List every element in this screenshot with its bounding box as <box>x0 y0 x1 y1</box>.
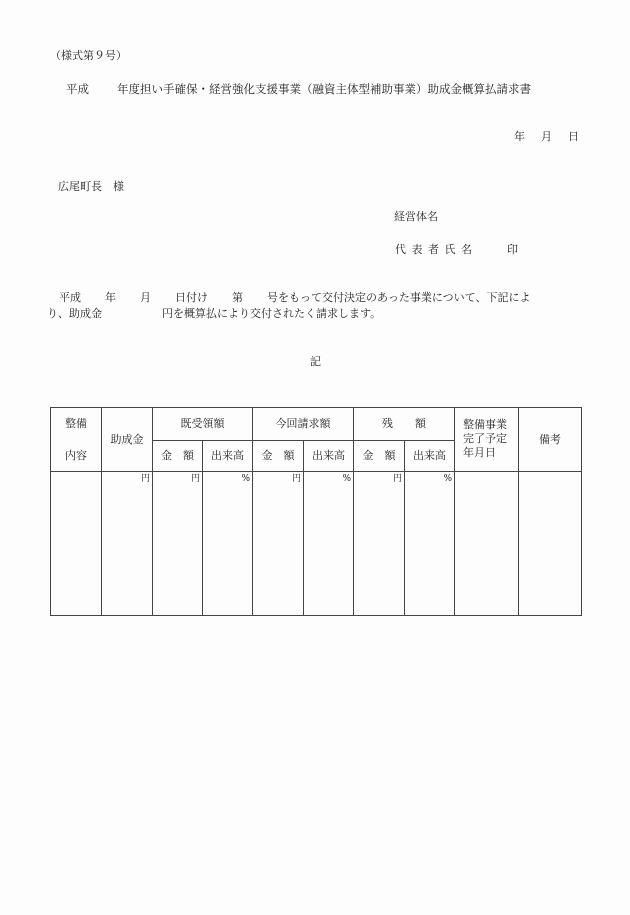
cell-zan-kingaku[interactable]: 円 <box>354 472 405 616</box>
body-number-prefix: 第 <box>232 291 243 304</box>
entity-name-label: 経営体名 <box>394 210 438 223</box>
header-kanryo-3: 年月日 <box>463 446 496 459</box>
header-zan-dekidaka: 出来高 <box>405 441 455 472</box>
body-month: 月 <box>140 291 151 304</box>
body-line-1 <box>59 291 530 305</box>
cell-zan-dekidaka[interactable]: % <box>405 472 455 616</box>
header-kiuke-dekidaka: 出来高 <box>203 441 253 472</box>
header-seibi-top: 整備 <box>65 416 87 430</box>
body-line2-start: り、助成金 <box>47 307 102 320</box>
document-title <box>66 82 531 96</box>
date-year: 年 <box>514 130 525 143</box>
request-table <box>50 407 582 616</box>
cell-kiuke-dekidaka[interactable]: % <box>203 472 253 616</box>
addressee <box>58 180 124 194</box>
cell-kiuke-kingaku[interactable]: 円 <box>153 472 203 616</box>
header-kanryo <box>455 408 519 472</box>
cell-biko[interactable] <box>519 472 582 616</box>
header-seibi-bottom: 内容 <box>65 448 87 462</box>
header-zan: 残 額 <box>354 408 455 441</box>
cell-konkai-kingaku[interactable]: 円 <box>253 472 304 616</box>
title-era: 平成 <box>66 82 89 96</box>
body-line2-rest: 円を概算払により交付されたく請求します。 <box>162 307 382 320</box>
header-zan-kingaku: 金 額 <box>354 441 405 472</box>
date-line <box>514 130 579 144</box>
header-kiuke: 既受領額 <box>153 408 253 441</box>
seal-mark: 印 <box>507 243 518 256</box>
table-row <box>51 472 582 616</box>
header-kanryo-1: 整備事業 <box>463 418 507 431</box>
header-seibi-naiyo <box>51 408 102 472</box>
cell-kanryo[interactable] <box>455 472 519 616</box>
addressee-honorific: 様 <box>113 180 124 193</box>
body-line1-rest: 号をもって交付決定のあった事業について、下記によ <box>267 291 531 304</box>
cell-seibi-naiyo[interactable] <box>51 472 102 616</box>
ki-heading: 記 <box>310 355 321 368</box>
cell-josei[interactable]: 円 <box>102 472 153 616</box>
body-era: 平成 <box>59 291 81 304</box>
header-kiuke-kingaku: 金 額 <box>153 441 203 472</box>
body-line-2 <box>47 307 381 321</box>
form-number: （様式第９号） <box>50 49 127 62</box>
cell-konkai-dekidaka[interactable]: % <box>304 472 354 616</box>
header-konkai: 今回請求額 <box>253 408 354 441</box>
body-year: 年 <box>105 291 116 304</box>
date-month: 月 <box>541 130 552 143</box>
header-konkai-dekidaka: 出来高 <box>304 441 354 472</box>
header-konkai-kingaku: 金 額 <box>253 441 304 472</box>
representative-label: 代 表 者 氏 名 <box>395 243 473 256</box>
header-kanryo-2: 完了予定 <box>463 432 507 445</box>
date-day: 日 <box>568 130 579 143</box>
body-day: 日付け <box>175 291 208 304</box>
header-biko: 備考 <box>519 408 582 472</box>
header-josei: 助成金 <box>102 408 153 472</box>
title-text: 年度担い手確保・経営強化支援事業（融資主体型補助事業）助成金概算払請求書 <box>117 82 531 96</box>
representative-row <box>395 243 518 257</box>
addressee-name: 広尾町長 <box>58 180 102 193</box>
